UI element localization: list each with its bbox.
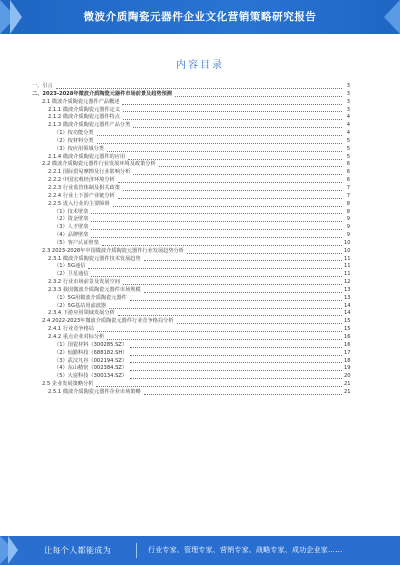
toc-leader-dots bbox=[128, 159, 342, 160]
toc-entry-label: 2.3 2023-2028年中国微波介质陶瓷元器件行业发展趋势分析 bbox=[42, 247, 184, 254]
toc-leader-dots bbox=[159, 166, 342, 167]
toc-entry-label: 2.3.3 我国微波介质陶瓷元器件市场规模 bbox=[48, 286, 141, 293]
toc-entry-label: 2.1.4 微波介质陶瓷元器件的应用 bbox=[48, 153, 126, 160]
toc-entry-label: 2.2.5 进入行业的主要障碍 bbox=[48, 200, 110, 207]
toc-leader-dots bbox=[118, 198, 342, 199]
toc-entry-page: 7 bbox=[346, 192, 350, 199]
toc-entry[interactable] bbox=[32, 287, 350, 295]
toc-entry[interactable] bbox=[32, 326, 350, 334]
report-title: 微波介质陶瓷元器件企业文化营销策略研究报告 bbox=[83, 11, 317, 23]
toc-entry[interactable] bbox=[32, 248, 350, 256]
toc-leader-dots bbox=[133, 127, 342, 128]
toc-entry-page: 6 bbox=[346, 169, 350, 176]
toc-entry-label: （1）5G通信 bbox=[54, 263, 86, 270]
toc-entry-label: 一、引言 bbox=[32, 83, 53, 89]
toc-leader-dots bbox=[123, 119, 342, 120]
toc-entry-label: （3）人才壁垒 bbox=[54, 224, 89, 231]
toc-entry-label: 2.2 微波介质陶瓷元器件行业发展环境及政策分析 bbox=[42, 161, 156, 168]
toc-leader-dots bbox=[91, 276, 342, 277]
toc-entry-page: 15 bbox=[344, 318, 351, 325]
toc-entry-label: 2.5.1 微波介质陶瓷元器件企业市场策略 bbox=[48, 388, 141, 395]
toc-entry-label: 2.4.1 行业竞争格局 bbox=[48, 326, 94, 333]
footer-chevron-decoration bbox=[8, 536, 18, 564]
toc-leader-dots bbox=[130, 347, 342, 348]
toc-entry[interactable] bbox=[32, 83, 350, 91]
toc-entry-label: （1）5G用微波介质陶瓷元器件 bbox=[54, 294, 127, 301]
toc-leader-dots bbox=[91, 237, 342, 238]
toc-entry-page: 4 bbox=[346, 130, 350, 137]
toc-entry-page: 5 bbox=[346, 145, 350, 152]
toc-leader-dots bbox=[144, 260, 342, 261]
toc-leader-dots bbox=[109, 308, 342, 309]
toc-entry-label: 2.2.3 行业监管体制及相关政策 bbox=[48, 184, 120, 191]
toc-leader-dots bbox=[113, 206, 342, 207]
toc-heading: 内容目录 bbox=[176, 60, 224, 71]
toc-entry[interactable] bbox=[32, 342, 350, 350]
toc-entry[interactable] bbox=[32, 201, 350, 209]
toc-entry-page: 20 bbox=[344, 373, 351, 380]
toc-entry[interactable] bbox=[32, 185, 350, 193]
toc-entry[interactable] bbox=[32, 99, 350, 107]
toc-leader-dots bbox=[91, 221, 342, 222]
toc-entry-page: 8 bbox=[346, 208, 350, 215]
toc-entry-page: 3 bbox=[346, 83, 350, 89]
toc-entry-label: （3）武汉凡谷（002194.SZ） bbox=[54, 357, 128, 364]
toc-entry[interactable] bbox=[32, 224, 350, 232]
toc-entry-page: 11 bbox=[344, 255, 351, 262]
toc-entry-page: 17 bbox=[344, 349, 351, 356]
toc-entry-page: 4 bbox=[346, 114, 350, 121]
toc-entry[interactable] bbox=[32, 169, 350, 177]
toc-entry-page: 6 bbox=[346, 177, 350, 184]
table-of-contents bbox=[32, 83, 350, 397]
toc-entry-label: （2）资金壁垒 bbox=[54, 216, 89, 223]
toc-entry-page: 16 bbox=[344, 341, 351, 348]
toc-entry-label: 2.1.2 微波介质陶瓷元器件特点 bbox=[48, 114, 120, 121]
toc-entry-page: 6 bbox=[346, 161, 350, 168]
toc-entry-label: （2）灿勤科技（688182.SH） bbox=[54, 349, 128, 356]
toc-entry-page: 9 bbox=[346, 224, 350, 231]
report-footer bbox=[0, 536, 400, 565]
toc-entry-label: 2.3.1 微波介质陶瓷元器件技术发展趋势 bbox=[48, 255, 141, 262]
toc-entry[interactable] bbox=[32, 193, 350, 201]
toc-entry[interactable] bbox=[32, 91, 350, 99]
toc-entry[interactable] bbox=[32, 334, 350, 342]
toc-entry[interactable] bbox=[32, 381, 350, 389]
toc-entry-page: 10 bbox=[344, 239, 351, 246]
toc-entry-page: 8 bbox=[346, 200, 350, 207]
toc-entry-page: 11 bbox=[344, 271, 351, 278]
footer-tags: 行业专家、管理专家、营销专家、战略专家、成功企业家…… bbox=[148, 546, 343, 554]
toc-entry-label: （4）品牌壁垒 bbox=[54, 232, 89, 239]
toc-entry-label: （5）大富科技（300134.SZ） bbox=[54, 373, 128, 380]
toc-leader-dots bbox=[130, 378, 342, 379]
toc-entry[interactable] bbox=[32, 138, 350, 146]
toc-entry[interactable] bbox=[32, 295, 350, 303]
toc-entry-page: 13 bbox=[344, 286, 351, 293]
toc-entry-page: 3 bbox=[346, 106, 350, 113]
toc-entry-page: 5 bbox=[346, 137, 350, 144]
toc-leader-dots bbox=[91, 229, 342, 230]
footer-slogan: 让每个人都能成为 bbox=[44, 546, 112, 555]
toc-entry-page: 11 bbox=[344, 263, 351, 270]
toc-leader-dots bbox=[177, 323, 342, 324]
toc-entry-page: 4 bbox=[346, 122, 350, 129]
toc-entry-page: 19 bbox=[344, 365, 351, 372]
toc-entry[interactable] bbox=[32, 130, 350, 138]
toc-entry-label: 2.2.2 中国宏观经济环境分析 bbox=[48, 177, 115, 184]
toc-entry-label: 2.1.1 微波介质陶瓷元器件定义 bbox=[48, 106, 120, 113]
toc-entry-page: 3 bbox=[346, 90, 350, 97]
toc-leader-dots bbox=[144, 292, 342, 293]
toc-entry-page: 13 bbox=[344, 294, 351, 301]
toc-entry-label: （3）按应用领域分类 bbox=[54, 145, 104, 152]
toc-leader-dots bbox=[130, 370, 342, 371]
toc-entry-label: 2.3.2 行业市场前景及发展空间 bbox=[48, 279, 120, 286]
toc-leader-dots bbox=[133, 174, 342, 175]
toc-entry-page: 21 bbox=[344, 381, 351, 388]
toc-leader-dots bbox=[123, 111, 342, 112]
toc-entry[interactable] bbox=[32, 350, 350, 358]
toc-entry-label: （2）卫星通信 bbox=[54, 271, 89, 278]
toc-leader-dots bbox=[130, 355, 342, 356]
toc-entry-label: 2.4.2 重点企业对标分析 bbox=[48, 334, 105, 340]
toc-entry-page: 9 bbox=[346, 216, 350, 223]
toc-entry-label: 2.2.1 国际贸易摩擦及行业影响分析 bbox=[48, 169, 131, 176]
toc-leader-dots bbox=[123, 284, 342, 285]
toc-leader-dots bbox=[130, 362, 342, 363]
toc-leader-dots bbox=[118, 315, 342, 316]
toc-leader-dots bbox=[130, 300, 342, 301]
toc-entry-label: 2.3.4 下游应用领域发展分析 bbox=[48, 310, 115, 317]
toc-entry-page: 10 bbox=[344, 247, 351, 254]
toc-entry-page: 14 bbox=[344, 302, 351, 309]
toc-leader-dots bbox=[123, 190, 342, 191]
toc-entry[interactable] bbox=[32, 146, 350, 154]
toc-entry-label: 2.1.3 微波介质陶瓷元器件产品分类 bbox=[48, 122, 131, 129]
toc-leader-dots bbox=[102, 245, 342, 246]
toc-entry-label: 2.1 微波介质陶瓷元器件产品概述 bbox=[42, 98, 120, 105]
footer-divider bbox=[136, 543, 137, 558]
toc-entry-page: 16 bbox=[344, 334, 351, 340]
toc-entry[interactable] bbox=[32, 373, 350, 381]
toc-leader-dots bbox=[107, 151, 342, 152]
toc-entry-label: （2）5G基站用滤波器 bbox=[54, 302, 107, 309]
toc-entry[interactable] bbox=[32, 216, 350, 224]
toc-leader-dots bbox=[118, 182, 342, 183]
toc-leader-dots bbox=[175, 96, 342, 97]
toc-leader-dots bbox=[187, 253, 342, 254]
toc-entry-label: 2.5 企业发展策略分析 bbox=[42, 381, 94, 388]
toc-leader-dots bbox=[97, 135, 342, 136]
toc-entry[interactable] bbox=[32, 232, 350, 240]
toc-entry-label: 二、2023-2028年微波介质陶瓷元器件市场前景及趋势预测 bbox=[32, 90, 172, 97]
toc-entry-page: 18 bbox=[344, 357, 351, 364]
toc-entry[interactable] bbox=[32, 177, 350, 185]
toc-entry-page: 21 bbox=[344, 388, 351, 395]
toc-entry[interactable] bbox=[32, 122, 350, 130]
toc-entry-page: 15 bbox=[344, 326, 351, 333]
toc-leader-dots bbox=[96, 386, 342, 387]
toc-entry-label: （1）技术壁垒 bbox=[54, 208, 89, 215]
toc-leader-dots bbox=[107, 339, 342, 340]
toc-entry[interactable] bbox=[32, 279, 350, 287]
toc-entry[interactable] bbox=[32, 389, 350, 397]
toc-leader-dots bbox=[56, 88, 342, 89]
toc-entry[interactable] bbox=[32, 240, 350, 248]
toc-entry-page: 7 bbox=[346, 184, 350, 191]
toc-entry-label: （1）按功能分类 bbox=[54, 130, 94, 137]
toc-entry-page: 12 bbox=[344, 279, 351, 286]
toc-entry-label: （5）客户认证壁垒 bbox=[54, 239, 99, 246]
report-header bbox=[0, 0, 400, 34]
toc-entry[interactable] bbox=[32, 318, 350, 326]
toc-entry-page: 9 bbox=[346, 232, 350, 239]
toc-leader-dots bbox=[144, 394, 342, 395]
toc-entry-label: （2）按材料分类 bbox=[54, 137, 94, 144]
toc-leader-dots bbox=[91, 213, 342, 214]
toc-leader-dots bbox=[122, 104, 342, 105]
toc-leader-dots bbox=[88, 268, 342, 269]
toc-leader-dots bbox=[97, 331, 342, 332]
toc-entry-page: 5 bbox=[346, 153, 350, 160]
toc-entry-label: （4）东山精密（002384.SZ） bbox=[54, 365, 128, 372]
toc-entry[interactable] bbox=[32, 271, 350, 279]
toc-entry-label: （1）国瓷材料（300285.SZ） bbox=[54, 341, 128, 348]
toc-entry-page: 14 bbox=[344, 310, 351, 317]
toc-entry-label: 2.2.4 行业上下游产业链分析 bbox=[48, 192, 115, 199]
toc-entry-page: 3 bbox=[346, 98, 350, 105]
toc-leader-dots bbox=[97, 143, 342, 144]
toc-entry-label: 2.4 2022-2023年微波介质陶瓷元器件行业竞争格局分析 bbox=[42, 318, 174, 325]
